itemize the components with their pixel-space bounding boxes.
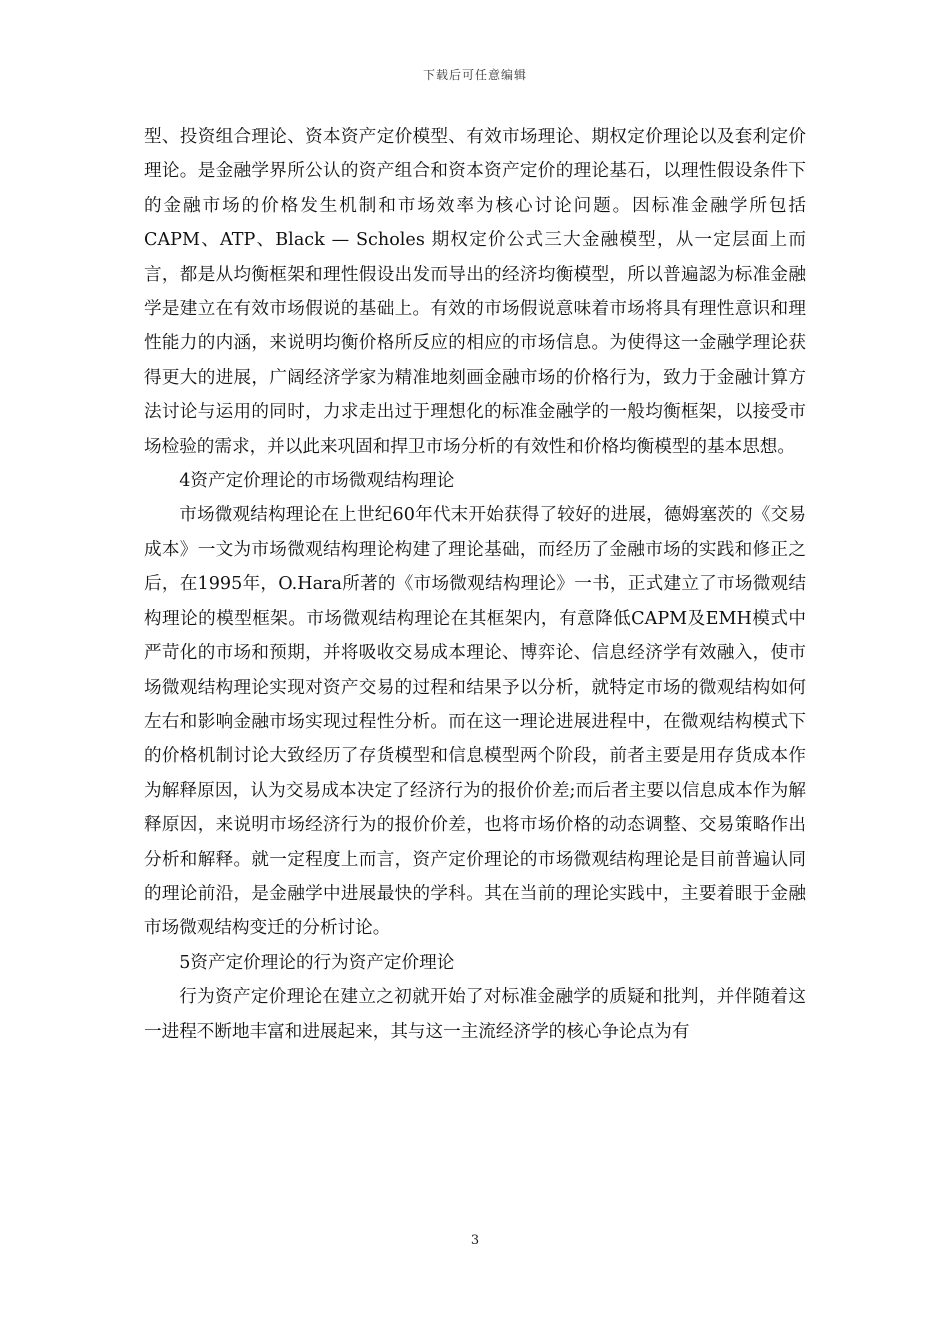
paragraph-continuation: 型、投资组合理论、资本资产定价模型、有效市场理论、期权定价理论以及套利定价理论。是金融学界所公认的资产组合和资本资产定价的理论基石，以理性假设条件下的金融市场的价格发生机制和市场效率为核心讨论问题。因标准金融学所包括CAPM、ATP、Black — Scholes 期权定价公式三大金融模型，从一定层面上而言，都是从均衡框架和理性假设出发而导出的经济均衡模型，所以普遍認为标准金融学是建立在有效市场假说的基础上。有效的市场假说意味着市场将具有理性意识和理性能力的内涵，来说明均衡价格所反应的相应的市场信息。为使得这一金融学理论获得更大的进展，广阔经济学家为精准地刻画金融市场的价格行为，致力于金融计算方法讨论与运用的同时，力求走出过于理想化的标准金融学的一般均衡框架，以接受市场检验的需求，并以此来巩固和捍卫市场分析的有效性和价格均衡模型的基本思想。	[144, 127, 806, 457]
paragraph-behavioral: 行为资产定价理论在建立之初就开始了对标准金融学的质疑和批判，并伴随着这一进程不断地丰富和进展起来，其与这一主流经济学的核心争论点为有	[144, 987, 806, 1042]
document-body	[144, 120, 806, 1049]
section-heading-5: 5资产定价理论的行为资产定价理论	[179, 952, 455, 973]
section-heading-4: 4资产定价理论的市场微观结构理论	[179, 471, 455, 492]
paragraph-microstructure: 市场微观结构理论在上世纪60年代末开始获得了较好的进展，德姆塞茨的《交易成本》一文为市场微观结构理论构建了理论基础，而经历了金融市场的实践和修正之后，在1995年，O.Hara所著的《市场微观结构理论》一书，正式建立了市场微观结构理论的模型框架。市场微观结构理论在其框架内，有意降低CAPM及EMH模式中严苛化的市场和预期，并将吸收交易成本理论、博弈论、信息经济学有效融入，使市场微观结构理论实现对资产交易的过程和结果予以分析，就特定市场的微观结构如何左右和影响金融市场实现过程性分析。而在这一理论进展进程中，在微观结构模式下的价格机制讨论大致经历了存货模型和信息模型两个阶段，前者主要是用存货成本作为解释原因，认为交易成本决定了经济行为的报价价差;而后者主要以信息成本作为解释原因，来说明市场经济行为的报价价差，也将市场价格的动态调整、交易策略作出分析和解释。就一定程度上而言，资产定价理论的市场微观结构理论是目前普遍认同的理论前沿，是金融学中进展最快的学科。其在当前的理论实践中，主要着眼于金融市场微观结构变迁的分析讨论。	[144, 505, 806, 939]
page-header: 下载后可任意编辑	[422, 68, 527, 82]
page-number: 3	[470, 1233, 480, 1248]
